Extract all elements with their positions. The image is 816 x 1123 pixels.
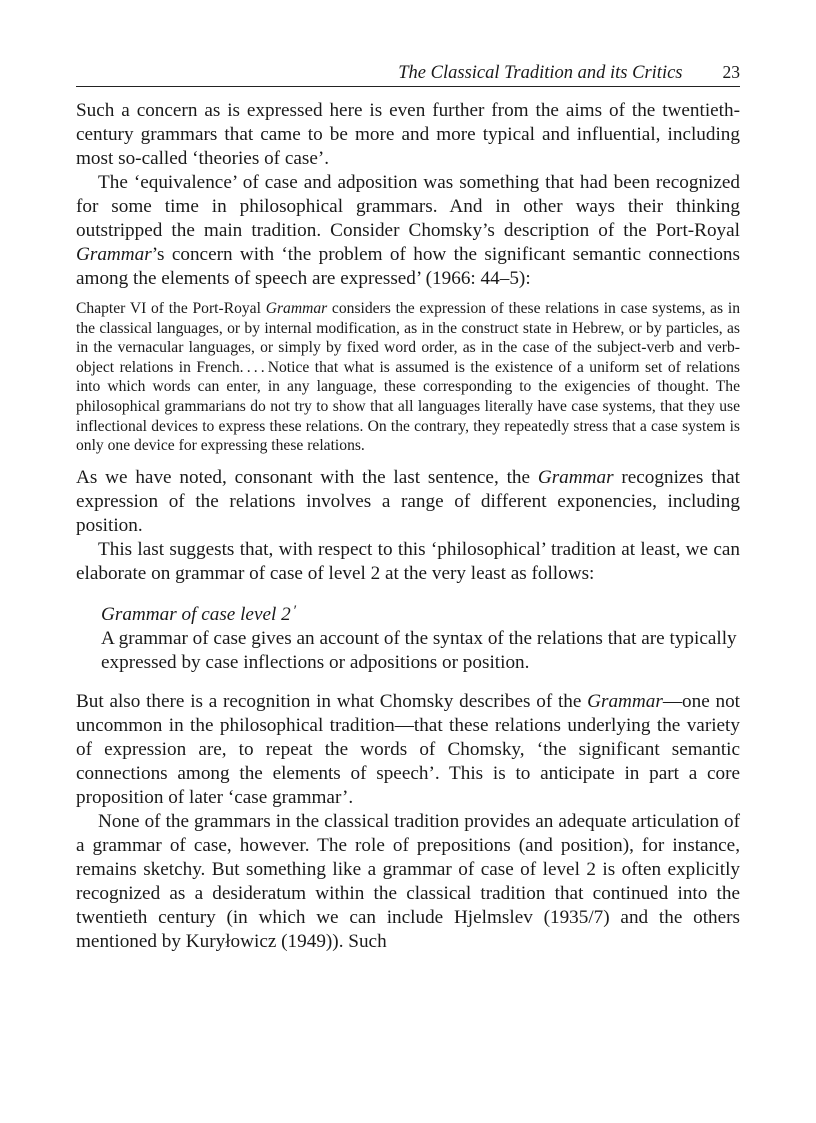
paragraph-2-italic-grammar: Grammar <box>76 244 152 265</box>
definition-title <box>101 599 740 627</box>
running-head <box>76 58 740 87</box>
block-quote-italic-grammar: Grammar <box>265 300 328 317</box>
block-quote <box>76 299 740 456</box>
paragraph-5-text-a: But also there is a recognition in what Chomsky describes of the <box>76 690 588 712</box>
paragraph-1: Such a concern as is expressed here is even further from the aims of the twentieth-century grammars that came to be more and more typical and influential, including most so-called ‘theories of case’. <box>76 100 740 169</box>
paragraph-5 <box>76 690 740 810</box>
paragraph-5-italic-grammar: Grammar <box>587 690 663 712</box>
definition-block <box>101 599 740 675</box>
running-head-title: The Classical Tradition and its Critics <box>398 63 683 83</box>
paragraph-3 <box>76 466 740 538</box>
paragraph-6: None of the grammars in the classical tradition provides an adequate articulation of a grammar of case, however. The role of prepositions (and position), for instance, remains sketchy. But something like a grammar of case of level 2 is often explicitly recognized as a desideratum within the classical tradition that continued into the twentieth century (in which we can include Hjelmslev (1935/7) and the others mentioned by Kuryłowicz (1949)). Such <box>76 810 740 952</box>
block-quote-text-a: Chapter VI of the Port-Royal <box>76 300 266 317</box>
paragraph-3-italic-grammar: Grammar <box>537 466 614 488</box>
paragraph-5-text-b: —one not uncommon in the philosophical tradition—that these relations underlying the variety of expression are, to repeat the words of Chomsky, ‘the significant semantic connections among the elements of speech’. This is to anticipate in part a core proposition of later ‘case grammar’. <box>76 690 740 808</box>
paragraph-3-text-a: As we have noted, consonant with the last sentence, the <box>76 466 538 488</box>
page-number: 23 <box>722 62 740 82</box>
paragraph-2 <box>76 171 740 291</box>
paragraph-3-text-b: recognizes that expression of the relations involves a range of different exponencies, including position. <box>76 466 740 536</box>
definition-title-text: Grammar of case level 2 <box>101 603 291 625</box>
definition-body: A grammar of case gives an account of the syntax of the relations that are typically expressed by case inflections or adpositions or position. <box>101 627 737 673</box>
paragraph-2-text-a: The ‘equivalence’ of case and adposition was something that had been recognized for some time in philosophical grammars. And in other ways their thinking outstripped the main tradition. Consider Chomsky’s description of the Port-Royal <box>76 172 740 241</box>
definition-prime-mark: ′ <box>292 602 296 619</box>
paragraph-4: This last suggests that, with respect to this ‘philosophical’ tradition at least, we can elaborate on grammar of case of level 2 at the very least as follows: <box>76 538 740 584</box>
block-quote-text <box>76 299 740 456</box>
book-page <box>76 58 740 954</box>
block-quote-text-b: considers the expression of these relations in case systems, as in the classical languages, or by internal modification, as in the construct state in Hebrew, or by particles, as in the vernacular languages, or simply by fixed word order, as in the case of the subject-verb and verb-object relations in French. . . . Notice that what is assumed is the existence of a uniform set of relations into which words can enter, in any language, these corresponding to the exigencies of thought. The philosophical grammarians do not try to show that all languages literally have case systems, that they use inflectional devices to express these relations. On the contrary, they repeatedly stress that a case system is only one device for expressing these relations. <box>76 300 740 455</box>
paragraph-2-text-b: ’s concern with ‘the problem of how the significant semantic connections among the elements of speech are expressed’ (1966: 44–5): <box>76 244 740 289</box>
body-text <box>76 99 740 954</box>
